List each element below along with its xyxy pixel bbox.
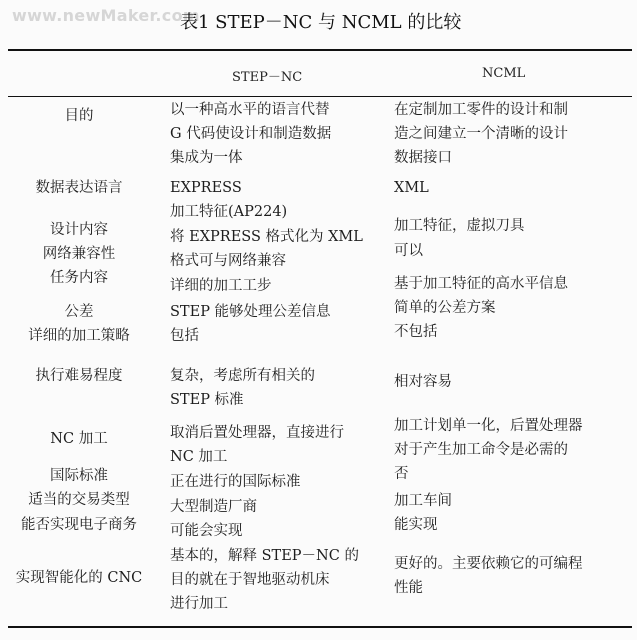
ncml-cell bbox=[394, 214, 525, 238]
row-aspect: 任务内容 bbox=[50, 270, 108, 286]
step-nc-cell bbox=[170, 470, 301, 494]
ncml-cell bbox=[394, 370, 452, 394]
ncml-cell bbox=[394, 489, 452, 513]
ncml-cell bbox=[394, 176, 429, 200]
row-aspect: 详细的加工策略 bbox=[28, 328, 130, 344]
cell-line: 更好的。主要依赖它的可编程 bbox=[394, 556, 583, 572]
cell-line: 正在进行的国际标准 bbox=[170, 474, 301, 490]
top-rule bbox=[8, 49, 632, 51]
ncml-cell bbox=[394, 552, 583, 600]
ncml-cell bbox=[394, 239, 423, 263]
step-nc-cell bbox=[170, 421, 344, 469]
cell-line: 在定制加工零件的设计和制 bbox=[394, 102, 568, 118]
bottom-rule bbox=[8, 626, 632, 628]
cell-line: 相对容易 bbox=[394, 374, 452, 390]
step-nc-cell bbox=[170, 544, 359, 616]
cell-line: 可以 bbox=[394, 243, 423, 259]
table-title: 表1 STEP－NC 与 NCML 的比较 bbox=[180, 12, 462, 33]
step-nc-cell bbox=[170, 300, 331, 324]
ncml-cell bbox=[394, 414, 583, 486]
cell-line: 不包括 bbox=[394, 324, 438, 340]
cell-line: 加工计划单一化，后置处理器 bbox=[394, 418, 583, 434]
row-aspect: 实现智能化的 CNC bbox=[15, 570, 143, 586]
row-aspect: 目的 bbox=[64, 108, 94, 124]
row-aspect: NC 加工 bbox=[50, 431, 108, 447]
row-aspect: 设计内容 bbox=[50, 222, 108, 238]
cell-line: 详细的加工工步 bbox=[170, 278, 272, 294]
cell-line: STEP 标准 bbox=[170, 392, 244, 408]
step-nc-cell bbox=[170, 274, 272, 298]
row-aspect: 数据表达语言 bbox=[35, 180, 123, 196]
ncml-cell bbox=[394, 296, 496, 320]
cell-line: 简单的公差方案 bbox=[394, 300, 496, 316]
cell-line: 格式可与网络兼容 bbox=[170, 253, 286, 269]
cell-line: 包括 bbox=[170, 328, 199, 344]
ncml-cell bbox=[394, 98, 568, 170]
cell-line: 能实现 bbox=[394, 517, 438, 533]
step-nc-cell bbox=[170, 495, 257, 519]
cell-line: 否 bbox=[394, 466, 409, 482]
cell-line: STEP 能够处理公差信息 bbox=[170, 304, 331, 320]
cell-line: EXPRESS bbox=[170, 180, 242, 196]
cell-line: 大型制造厂商 bbox=[170, 499, 257, 515]
step-nc-cell bbox=[170, 200, 287, 224]
cell-line: 基本的，解释 STEP－NC 的 bbox=[170, 548, 359, 564]
row-aspect: 适当的交易类型 bbox=[28, 492, 130, 508]
cell-line: 取消后置处理器，直接进行 bbox=[170, 425, 344, 441]
column-header-ncml: NCML bbox=[482, 66, 526, 81]
cell-line: 目的就在于智地驱动机床 bbox=[170, 572, 330, 588]
cell-line: 基于加工特征的高水平信息 bbox=[394, 276, 568, 292]
step-nc-cell bbox=[170, 324, 199, 348]
cell-line: 造之间建立一个清晰的设计 bbox=[394, 126, 568, 142]
watermark: www.newMaker.com bbox=[12, 6, 200, 25]
cell-line: G 代码使设计和制造数据 bbox=[170, 126, 332, 142]
step-nc-cell bbox=[170, 225, 363, 273]
ncml-cell bbox=[394, 513, 438, 537]
cell-line: NC 加工 bbox=[170, 449, 228, 465]
step-nc-cell bbox=[170, 98, 331, 170]
cell-line: 可能会实现 bbox=[170, 523, 243, 539]
cell-line: 加工特征(AP224) bbox=[170, 204, 288, 220]
cell-line: 集成为一体 bbox=[170, 150, 243, 166]
cell-line: XML bbox=[394, 180, 429, 196]
cell-line: 数据接口 bbox=[394, 150, 452, 166]
cell-line: 加工车间 bbox=[394, 493, 452, 509]
cell-line: 将 EXPRESS 格式化为 XML bbox=[170, 229, 363, 245]
ncml-cell bbox=[394, 272, 568, 296]
row-aspect: 能否实现电子商务 bbox=[21, 517, 137, 533]
cell-line: 进行加工 bbox=[170, 596, 228, 612]
column-header-step-nc: STEP－NC bbox=[232, 70, 303, 85]
row-aspect: 执行难易程度 bbox=[35, 368, 123, 384]
ncml-cell bbox=[394, 320, 438, 344]
cell-line: 复杂，考虑所有相关的 bbox=[170, 368, 315, 384]
step-nc-cell bbox=[170, 176, 242, 200]
step-nc-cell bbox=[170, 364, 315, 412]
row-aspect: 国际标准 bbox=[50, 468, 108, 484]
row-aspect: 网络兼容性 bbox=[42, 246, 116, 262]
row-aspect: 公差 bbox=[64, 304, 94, 320]
cell-line: 以一种高水平的语言代替 bbox=[170, 102, 330, 118]
cell-line: 加工特征，虚拟刀具 bbox=[394, 218, 525, 234]
cell-line: 对于产生加工命令是必需的 bbox=[394, 442, 568, 458]
header-rule bbox=[8, 96, 632, 97]
cell-line: 性能 bbox=[394, 580, 423, 596]
step-nc-cell bbox=[170, 519, 243, 543]
